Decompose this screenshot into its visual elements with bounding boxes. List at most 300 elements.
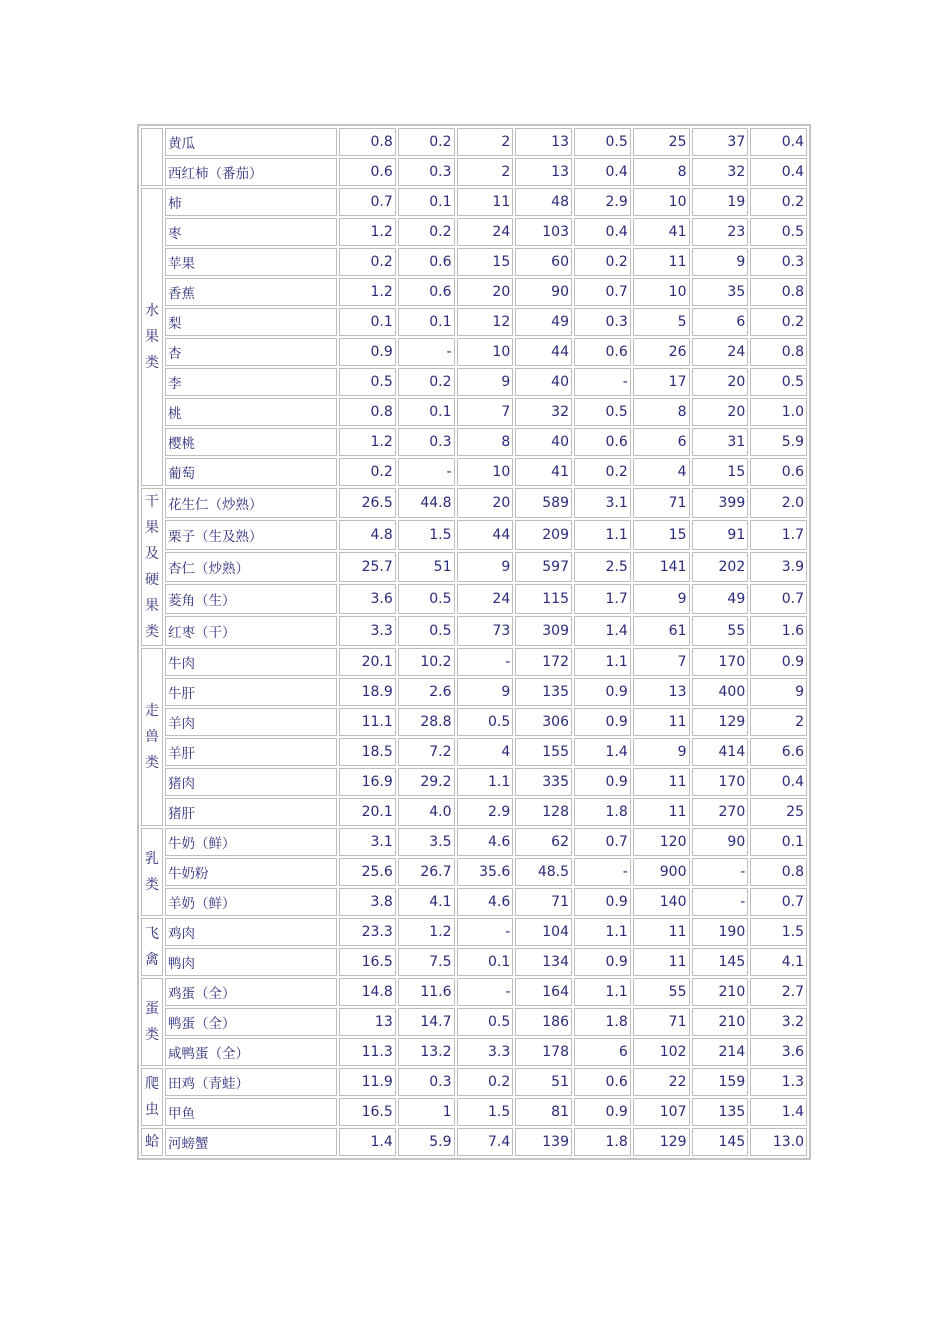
value-cell: 145 — [692, 948, 749, 976]
value-cell: 41 — [515, 458, 572, 486]
value-cell: 3.1 — [339, 828, 396, 856]
food-name-cell: 枣 — [165, 218, 337, 246]
value-cell: 2.0 — [750, 488, 807, 518]
value-cell: 2 — [457, 158, 514, 186]
value-cell: 0.1 — [457, 948, 514, 976]
value-cell: 10 — [457, 458, 514, 486]
value-cell: 1.6 — [750, 616, 807, 646]
value-cell: 25 — [633, 128, 690, 156]
value-cell: 0.9 — [574, 948, 631, 976]
nutrition-table-body — [141, 128, 807, 1156]
value-cell: 0.4 — [750, 768, 807, 796]
food-name-cell: 桃 — [165, 398, 337, 426]
value-cell: 1.1 — [574, 520, 631, 550]
table-row — [141, 828, 807, 856]
food-name-cell: 甲鱼 — [165, 1098, 337, 1126]
value-cell: 0.6 — [750, 458, 807, 486]
value-cell: - — [398, 458, 455, 486]
table-row — [141, 768, 807, 796]
value-cell: 134 — [515, 948, 572, 976]
value-cell: 0.2 — [398, 218, 455, 246]
value-cell: 0.9 — [574, 708, 631, 736]
value-cell: 48 — [515, 188, 572, 216]
value-cell: 61 — [633, 616, 690, 646]
value-cell: 306 — [515, 708, 572, 736]
value-cell: 0.6 — [574, 428, 631, 456]
value-cell: 6 — [574, 1038, 631, 1066]
value-cell: 20 — [692, 368, 749, 396]
table-row — [141, 520, 807, 550]
value-cell: 1.7 — [574, 584, 631, 614]
table-row — [141, 648, 807, 676]
table-row — [141, 552, 807, 582]
value-cell: 20 — [692, 398, 749, 426]
value-cell: 3.6 — [750, 1038, 807, 1066]
nutrition-table — [139, 126, 809, 1158]
food-name-cell: 猪肉 — [165, 768, 337, 796]
value-cell: 24 — [457, 584, 514, 614]
value-cell: - — [692, 858, 749, 886]
food-name-cell: 柿 — [165, 188, 337, 216]
value-cell: 3.5 — [398, 828, 455, 856]
value-cell: 11 — [633, 918, 690, 946]
value-cell: 10 — [633, 278, 690, 306]
value-cell: 9 — [457, 552, 514, 582]
value-cell: 73 — [457, 616, 514, 646]
value-cell: 13 — [515, 128, 572, 156]
value-cell: - — [457, 978, 514, 1006]
value-cell: 7.5 — [398, 948, 455, 976]
value-cell: 16.5 — [339, 1098, 396, 1126]
value-cell: 0.8 — [750, 278, 807, 306]
value-cell: 0.3 — [750, 248, 807, 276]
value-cell: 0.5 — [750, 218, 807, 246]
value-cell: 0.2 — [457, 1068, 514, 1096]
value-cell: 0.2 — [750, 308, 807, 336]
food-name-cell: 鸡肉 — [165, 918, 337, 946]
value-cell: 2.7 — [750, 978, 807, 1006]
value-cell: 0.3 — [398, 158, 455, 186]
value-cell: 19 — [692, 188, 749, 216]
value-cell: 1.2 — [339, 278, 396, 306]
value-cell: 3.6 — [339, 584, 396, 614]
value-cell: 51 — [515, 1068, 572, 1096]
value-cell: 91 — [692, 520, 749, 550]
value-cell: 0.9 — [750, 648, 807, 676]
value-cell: - — [457, 918, 514, 946]
value-cell: 9 — [633, 738, 690, 766]
value-cell: 26 — [633, 338, 690, 366]
value-cell: 0.3 — [574, 308, 631, 336]
value-cell: - — [692, 888, 749, 916]
value-cell: 9 — [692, 248, 749, 276]
value-cell: 0.6 — [574, 1068, 631, 1096]
value-cell: 0.9 — [574, 888, 631, 916]
value-cell: 1.4 — [574, 738, 631, 766]
value-cell: 135 — [692, 1098, 749, 1126]
food-name-cell: 杏 — [165, 338, 337, 366]
value-cell: 190 — [692, 918, 749, 946]
value-cell: 5.9 — [750, 428, 807, 456]
nutrition-table-frame — [137, 124, 811, 1160]
value-cell: 14.8 — [339, 978, 396, 1006]
table-row — [141, 584, 807, 614]
value-cell: 20.1 — [339, 648, 396, 676]
value-cell: 4 — [457, 738, 514, 766]
food-name-cell: 河螃蟹 — [165, 1128, 337, 1156]
value-cell: 0.5 — [574, 128, 631, 156]
value-cell: 0.3 — [398, 428, 455, 456]
value-cell: 3.3 — [339, 616, 396, 646]
category-cell: 蛤 — [141, 1128, 163, 1156]
category-cell: 走兽类 — [141, 648, 163, 826]
value-cell: 0.5 — [398, 616, 455, 646]
value-cell: 71 — [515, 888, 572, 916]
value-cell: 9 — [750, 678, 807, 706]
table-row — [141, 798, 807, 826]
table-row — [141, 428, 807, 456]
value-cell: 0.2 — [398, 128, 455, 156]
value-cell: 0.1 — [398, 308, 455, 336]
value-cell: 5 — [633, 308, 690, 336]
food-name-cell: 羊肝 — [165, 738, 337, 766]
value-cell: 159 — [692, 1068, 749, 1096]
value-cell: 2 — [750, 708, 807, 736]
value-cell: 11 — [457, 188, 514, 216]
value-cell: 3.9 — [750, 552, 807, 582]
value-cell: 31 — [692, 428, 749, 456]
value-cell: 9 — [457, 678, 514, 706]
table-row — [141, 278, 807, 306]
value-cell: 13.2 — [398, 1038, 455, 1066]
value-cell: 139 — [515, 1128, 572, 1156]
table-row — [141, 738, 807, 766]
value-cell: 0.8 — [750, 338, 807, 366]
value-cell: - — [398, 338, 455, 366]
table-row — [141, 248, 807, 276]
food-name-cell: 苹果 — [165, 248, 337, 276]
value-cell: 6 — [633, 428, 690, 456]
value-cell: 400 — [692, 678, 749, 706]
value-cell: 0.6 — [398, 278, 455, 306]
value-cell: 3.3 — [457, 1038, 514, 1066]
value-cell: 44 — [515, 338, 572, 366]
value-cell: 145 — [692, 1128, 749, 1156]
value-cell: 16.5 — [339, 948, 396, 976]
value-cell: 0.9 — [339, 338, 396, 366]
food-name-cell: 栗子（生及熟） — [165, 520, 337, 550]
value-cell: 23 — [692, 218, 749, 246]
value-cell: 32 — [515, 398, 572, 426]
value-cell: 0.6 — [574, 338, 631, 366]
value-cell: 210 — [692, 978, 749, 1006]
table-row — [141, 1098, 807, 1126]
value-cell: 37 — [692, 128, 749, 156]
food-name-cell: 樱桃 — [165, 428, 337, 456]
value-cell: 1.3 — [750, 1068, 807, 1096]
value-cell: 71 — [633, 1008, 690, 1036]
value-cell: 8 — [457, 428, 514, 456]
value-cell: 20 — [457, 278, 514, 306]
value-cell: 202 — [692, 552, 749, 582]
value-cell: 335 — [515, 768, 572, 796]
value-cell: 20.1 — [339, 798, 396, 826]
value-cell: 0.9 — [574, 1098, 631, 1126]
value-cell: 1.1 — [574, 648, 631, 676]
value-cell: 55 — [633, 978, 690, 1006]
value-cell: 0.9 — [574, 768, 631, 796]
table-row — [141, 308, 807, 336]
value-cell: 1.2 — [398, 918, 455, 946]
value-cell: 155 — [515, 738, 572, 766]
food-name-cell: 葡萄 — [165, 458, 337, 486]
value-cell: 164 — [515, 978, 572, 1006]
value-cell: 49 — [692, 584, 749, 614]
value-cell: 1 — [398, 1098, 455, 1126]
value-cell: 0.1 — [339, 308, 396, 336]
value-cell: 8 — [633, 398, 690, 426]
value-cell: 135 — [515, 678, 572, 706]
value-cell: 25.7 — [339, 552, 396, 582]
value-cell: 1.8 — [574, 1128, 631, 1156]
food-name-cell: 猪肝 — [165, 798, 337, 826]
value-cell: 0.8 — [750, 858, 807, 886]
value-cell: 49 — [515, 308, 572, 336]
category-cell: 飞禽 — [141, 918, 163, 976]
table-row — [141, 188, 807, 216]
value-cell: 0.8 — [339, 128, 396, 156]
value-cell: 0.5 — [339, 368, 396, 396]
value-cell: 11 — [633, 798, 690, 826]
value-cell: 0.2 — [339, 458, 396, 486]
value-cell: - — [574, 858, 631, 886]
food-name-cell: 黄瓜 — [165, 128, 337, 156]
category-cell: 乳类 — [141, 828, 163, 916]
value-cell: 589 — [515, 488, 572, 518]
table-row — [141, 948, 807, 976]
value-cell: 4.6 — [457, 828, 514, 856]
value-cell: 10 — [457, 338, 514, 366]
category-cell — [141, 128, 163, 186]
table-row — [141, 458, 807, 486]
value-cell: 140 — [633, 888, 690, 916]
value-cell: 186 — [515, 1008, 572, 1036]
value-cell: 0.1 — [398, 188, 455, 216]
value-cell: 900 — [633, 858, 690, 886]
value-cell: 1.1 — [457, 768, 514, 796]
table-row — [141, 616, 807, 646]
table-row — [141, 368, 807, 396]
value-cell: 0.5 — [457, 708, 514, 736]
table-row — [141, 1038, 807, 1066]
category-cell: 爬虫 — [141, 1068, 163, 1126]
value-cell: 129 — [633, 1128, 690, 1156]
food-name-cell: 咸鸭蛋（全） — [165, 1038, 337, 1066]
value-cell: 141 — [633, 552, 690, 582]
value-cell: 11.1 — [339, 708, 396, 736]
value-cell: 6.6 — [750, 738, 807, 766]
value-cell: 24 — [457, 218, 514, 246]
table-row — [141, 858, 807, 886]
value-cell: 2 — [457, 128, 514, 156]
value-cell: 1.0 — [750, 398, 807, 426]
value-cell: 48.5 — [515, 858, 572, 886]
food-name-cell: 鸡蛋（全） — [165, 978, 337, 1006]
value-cell: 0.3 — [398, 1068, 455, 1096]
value-cell: 29.2 — [398, 768, 455, 796]
food-name-cell: 牛肝 — [165, 678, 337, 706]
value-cell: 60 — [515, 248, 572, 276]
value-cell: 129 — [692, 708, 749, 736]
value-cell: 4.6 — [457, 888, 514, 916]
table-row — [141, 128, 807, 156]
value-cell: 7.4 — [457, 1128, 514, 1156]
table-row — [141, 218, 807, 246]
value-cell: 40 — [515, 428, 572, 456]
value-cell: 0.4 — [750, 128, 807, 156]
value-cell: 128 — [515, 798, 572, 826]
value-cell: 170 — [692, 768, 749, 796]
value-cell: 2.6 — [398, 678, 455, 706]
food-name-cell: 田鸡（青蛙） — [165, 1068, 337, 1096]
value-cell: 107 — [633, 1098, 690, 1126]
value-cell: 1.4 — [574, 616, 631, 646]
value-cell: 8 — [633, 158, 690, 186]
value-cell: 3.1 — [574, 488, 631, 518]
value-cell: 1.2 — [339, 218, 396, 246]
value-cell: 12 — [457, 308, 514, 336]
value-cell: 120 — [633, 828, 690, 856]
value-cell: 11 — [633, 948, 690, 976]
value-cell: 14.7 — [398, 1008, 455, 1036]
value-cell: 0.2 — [574, 458, 631, 486]
value-cell: 0.2 — [398, 368, 455, 396]
value-cell: 51 — [398, 552, 455, 582]
value-cell: 81 — [515, 1098, 572, 1126]
value-cell: 414 — [692, 738, 749, 766]
food-name-cell: 鸭蛋（全） — [165, 1008, 337, 1036]
value-cell: 1.4 — [750, 1098, 807, 1126]
value-cell: 22 — [633, 1068, 690, 1096]
value-cell: 5.9 — [398, 1128, 455, 1156]
value-cell: 13 — [515, 158, 572, 186]
value-cell: 0.7 — [750, 584, 807, 614]
value-cell: 28.8 — [398, 708, 455, 736]
food-name-cell: 李 — [165, 368, 337, 396]
value-cell: 11.6 — [398, 978, 455, 1006]
value-cell: 4 — [633, 458, 690, 486]
value-cell: 4.1 — [750, 948, 807, 976]
food-name-cell: 牛肉 — [165, 648, 337, 676]
value-cell: 10 — [633, 188, 690, 216]
value-cell: 209 — [515, 520, 572, 550]
value-cell: 102 — [633, 1038, 690, 1066]
table-row — [141, 978, 807, 1006]
value-cell: 172 — [515, 648, 572, 676]
food-name-cell: 梨 — [165, 308, 337, 336]
value-cell: 104 — [515, 918, 572, 946]
value-cell: 1.8 — [574, 798, 631, 826]
value-cell: 44.8 — [398, 488, 455, 518]
value-cell: 2.9 — [457, 798, 514, 826]
value-cell: 399 — [692, 488, 749, 518]
food-name-cell: 花生仁（炒熟） — [165, 488, 337, 518]
value-cell: 6 — [692, 308, 749, 336]
food-name-cell: 鸭肉 — [165, 948, 337, 976]
value-cell: 170 — [692, 648, 749, 676]
value-cell: 1.1 — [574, 978, 631, 1006]
food-name-cell: 西红柿（番茄） — [165, 158, 337, 186]
value-cell: 0.7 — [574, 828, 631, 856]
value-cell: 0.4 — [574, 158, 631, 186]
value-cell: 55 — [692, 616, 749, 646]
value-cell: 13 — [339, 1008, 396, 1036]
value-cell: 1.7 — [750, 520, 807, 550]
value-cell: - — [457, 648, 514, 676]
value-cell: 3.8 — [339, 888, 396, 916]
value-cell: 1.4 — [339, 1128, 396, 1156]
value-cell: 214 — [692, 1038, 749, 1066]
value-cell: 4.1 — [398, 888, 455, 916]
value-cell: 1.5 — [457, 1098, 514, 1126]
value-cell: 9 — [633, 584, 690, 614]
value-cell: 309 — [515, 616, 572, 646]
value-cell: 115 — [515, 584, 572, 614]
value-cell: 2.9 — [574, 188, 631, 216]
value-cell: 0.7 — [750, 888, 807, 916]
value-cell: 71 — [633, 488, 690, 518]
category-cell: 水果类 — [141, 188, 163, 486]
value-cell: 1.5 — [398, 520, 455, 550]
value-cell: 1.5 — [750, 918, 807, 946]
value-cell: 0.7 — [574, 278, 631, 306]
value-cell: 103 — [515, 218, 572, 246]
food-name-cell: 牛奶（鲜） — [165, 828, 337, 856]
value-cell: 9 — [457, 368, 514, 396]
value-cell: 270 — [692, 798, 749, 826]
category-cell: 干果及硬果类 — [141, 488, 163, 646]
value-cell: 0.4 — [574, 218, 631, 246]
value-cell: 24 — [692, 338, 749, 366]
value-cell: 25 — [750, 798, 807, 826]
value-cell: 0.1 — [750, 828, 807, 856]
table-row — [141, 488, 807, 518]
food-name-cell: 杏仁（炒熟） — [165, 552, 337, 582]
value-cell: 18.9 — [339, 678, 396, 706]
table-row — [141, 678, 807, 706]
table-row — [141, 888, 807, 916]
food-name-cell: 牛奶粉 — [165, 858, 337, 886]
table-row — [141, 708, 807, 736]
value-cell: 15 — [692, 458, 749, 486]
table-row — [141, 158, 807, 186]
value-cell: 35.6 — [457, 858, 514, 886]
value-cell: 0.5 — [750, 368, 807, 396]
value-cell: 0.1 — [398, 398, 455, 426]
value-cell: 23.3 — [339, 918, 396, 946]
food-name-cell: 菱角（生） — [165, 584, 337, 614]
value-cell: 0.5 — [398, 584, 455, 614]
value-cell: 90 — [515, 278, 572, 306]
value-cell: 1.1 — [574, 918, 631, 946]
value-cell: 11 — [633, 768, 690, 796]
value-cell: 32 — [692, 158, 749, 186]
value-cell: 7 — [457, 398, 514, 426]
value-cell: 13.0 — [750, 1128, 807, 1156]
value-cell: 10.2 — [398, 648, 455, 676]
value-cell: 90 — [692, 828, 749, 856]
value-cell: 0.5 — [457, 1008, 514, 1036]
